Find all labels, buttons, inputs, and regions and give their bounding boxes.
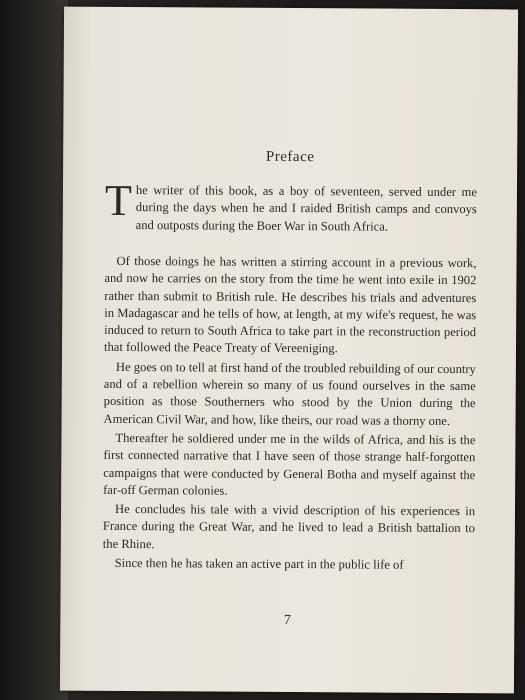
paragraph-text: he writer of this book, as a boy of seventeen, served under me during the days when he and I raided British camps and convoys and outposts during the Boer War in South Africa.	[135, 183, 478, 234]
paragraph-1	[104, 175, 478, 253]
book-page	[60, 7, 518, 694]
drop-cap: T	[104, 175, 132, 226]
page-title: Preface	[265, 148, 315, 166]
book-cover-edge	[0, 0, 68, 700]
paragraph-6: Since then he has taken an active part in the public life of	[114, 555, 404, 572]
paragraph-2: Of those doings he has written a stirring account in a previous work, and now he carries on the story from the time he went into exile in 1902 rather than submit to British rule. He describes his trials and adventures in Madagascar and he tells of how, at length, at my wife's request, he was induced to return to South Africa to take part in the reconstruction period that followed the Peace Treaty of Vereeniging.	[103, 253, 477, 356]
paragraph-5: He concludes his tale with a vivid description of his experiences in France during the Great War, and he lived to lead a British battalion to the Rhine.	[102, 502, 476, 551]
body-text	[102, 175, 478, 577]
paragraph-3: He goes on to tell at first hand of the troubled rebuilding of our country and of a rebellion wherein so many of us found ourselves in the same position as those Southerners who stood by the Union during the American Civil War, and how, like theirs, our road was a thorny one.	[103, 359, 476, 428]
page-number: 7	[283, 612, 291, 629]
paragraph-4: Thereafter he soldiered under me in the wilds of Africa, and his is the first connected narrative that I have seen of those strange half-forgotten campaigns that were conducted by General Botha and myself against the far-off German colonies.	[103, 430, 476, 498]
